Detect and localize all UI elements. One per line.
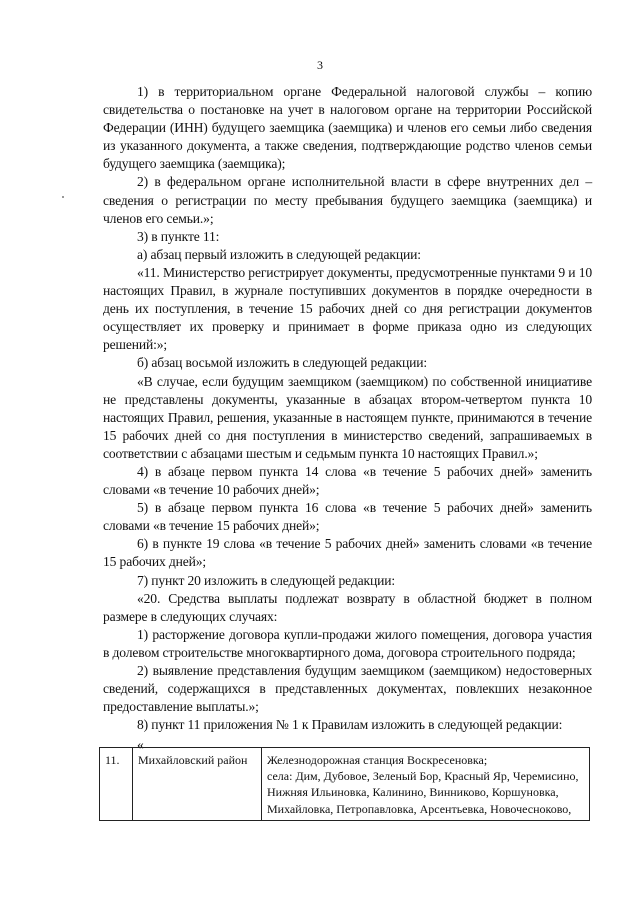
- paragraph: 7) пункт 20 изложить в следующей редакции:: [137, 572, 395, 588]
- paragraph: «В случае, если будущим заемщиком (заемщиком) по собственной инициативе не представлены документы, указанные в абзацах втором-четвертом пункта 10 настоящих Правил, решения, указанные в настоящем пункте, принимаются в течение 15 рабочих дней со дня поступления в министерство сведений, запрашиваемых в соответствии с абзацами шестым и седьмым пункта 10 настоящих Правил.»;: [103, 373, 592, 461]
- locality-line: Нижняя Ильиновка, Калинино, Винниково, Коршуновка,: [267, 785, 559, 800]
- locality-line: села: Дим, Дубовое, Зеленый Бор, Красный Яр, Черемисино,: [267, 769, 579, 784]
- paragraph: 4) в абзаце первом пункта 14 слова «в течение 5 рабочих дней» заменить словами «в течение 10 рабочих дней»;: [103, 463, 592, 498]
- paragraph: «11. Министерство регистрирует документы, предусмотренные пунктами 9 и 10 настоящих Правил, в журнале поступивших документов в порядке очередности в день их поступления, в течение 15 рабочих дней со дня регистрации документов осуществляет их проверку и принимает в форме приказа одно из следующих решений:»;: [103, 264, 592, 353]
- quote-open-mark: «: [137, 737, 144, 753]
- paragraph: 1) расторжение договора купли-продажи жилого помещения, договора участия в долевом строительстве многоквартирного дома, договора строительного подряда;: [103, 626, 592, 660]
- scan-speck: [62, 196, 64, 198]
- paragraph: 5) в абзаце первом пункта 16 слова «в течение 5 рабочих дней» заменить словами «в течение 15 рабочих дней»;: [103, 500, 592, 534]
- paragraph: «20. Средства выплаты подлежат возврату в областной бюджет в полном размере в следующих случаях:: [103, 590, 592, 624]
- localities-table: [99, 747, 590, 821]
- district-cell: Михайловский район: [133, 748, 262, 821]
- paragraph: 2) в федеральном органе исполнительной власти в сфере внутренних дел – сведения о регистрации по месту пребывания будущего заемщика (заемщика) и членов его семьи.»;: [103, 174, 592, 226]
- paragraph: 3) в пункте 11:: [137, 228, 220, 244]
- paragraph: б) абзац восьмой изложить в следующей редакции:: [137, 355, 428, 371]
- table-row: [100, 748, 590, 821]
- page-number: 3: [317, 58, 323, 72]
- paragraph: 8) пункт 11 приложения № 1 к Правилам изложить в следующей редакции:: [137, 717, 563, 733]
- paragraph: 6) в пункте 19 слова «в течение 5 рабочих дней» заменить словами «в течение 15 рабочих дней»;: [103, 536, 592, 570]
- paragraph: 2) выявление представления будущим заемщиком (заемщиком) недостоверных сведений, содержащихся в представленных документах, повлекших незаконное предоставление выплаты.»;: [103, 663, 592, 715]
- paragraph: а) абзац первый изложить в следующей редакции:: [137, 246, 421, 262]
- document-body: [103, 83, 592, 754]
- localities-cell: [262, 748, 590, 821]
- row-number-cell: 11.: [100, 748, 133, 821]
- locality-line: Железнодорожная станция Воскресеновка;: [267, 753, 488, 767]
- paragraph: 1) в территориальном органе Федеральной налоговой службы – копию свидетельства о постановке на учет в налоговом органе на территории Российской Федерации (ИНН) будущего заемщика (заемщика) и членов его семьи либо сведения из указанного документа, а также сведения, подтверждающие родство членов семьи будущего заемщика (заемщика);: [103, 84, 592, 172]
- locality-line: Михайловка, Петропавловка, Арсентьевка, Новочесноково,: [267, 801, 572, 816]
